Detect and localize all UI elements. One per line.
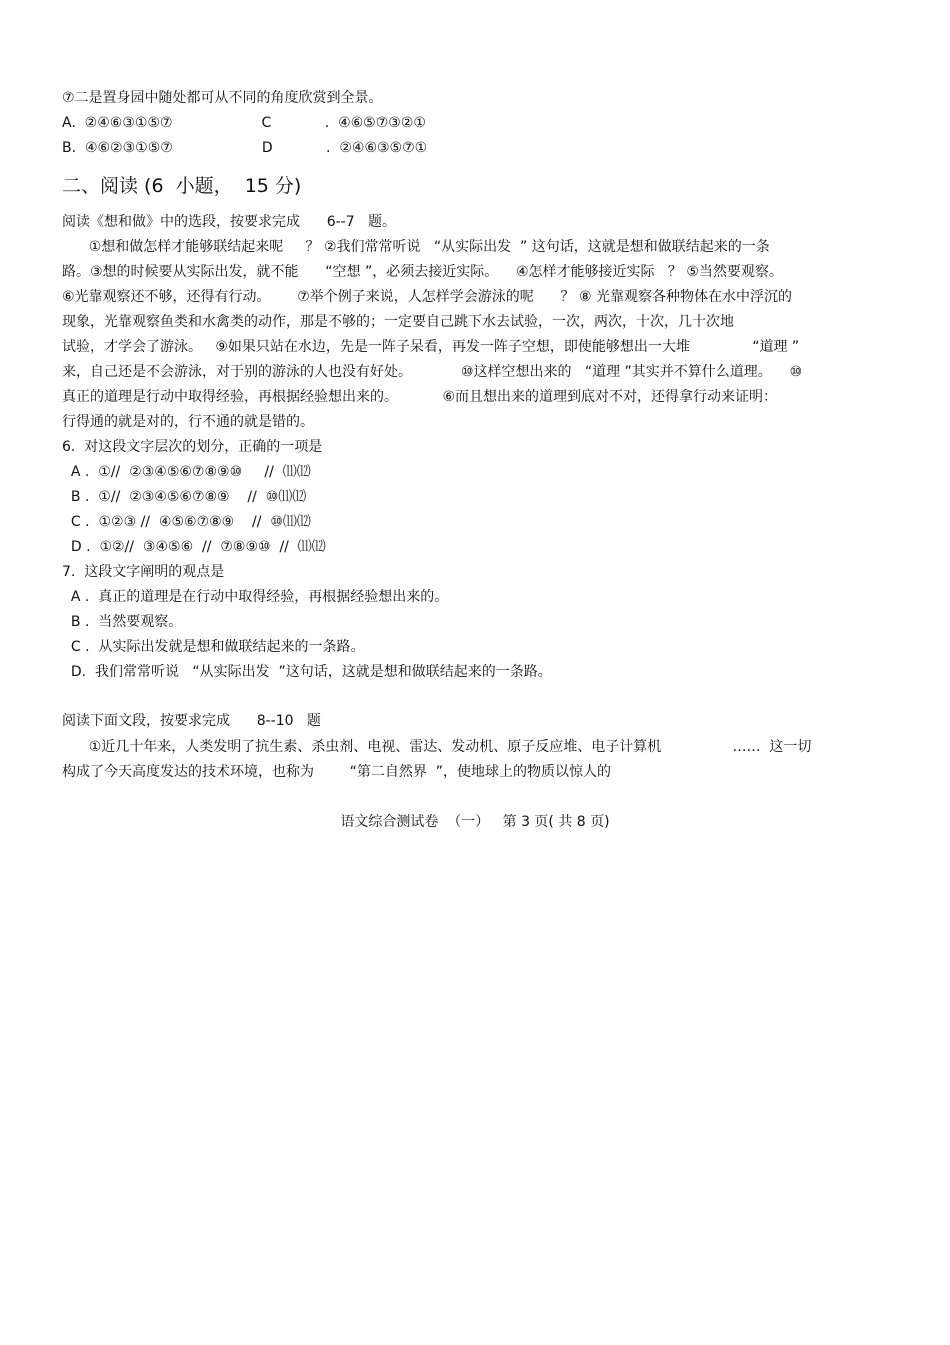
passage-line: 来，自己还是不会游泳，对于别的游泳的人也没有好处。 ⑩这样空想出来的 “道理 ”其实并不算什么道理。 ⑩: [62, 364, 803, 380]
question-6-option-a: A . ①// ②③④⑤⑥⑦⑧⑨⑩ // ⑾⑿: [62, 464, 311, 480]
question-7: 7. 这段文字阐明的观点是: [62, 564, 225, 580]
option-line-7: ⑦二是置身园中随处都可从不同的角度欣赏到全景。: [62, 90, 383, 106]
question-6: 6. 对这段文字层次的划分，正确的一项是: [62, 439, 323, 455]
passage-line: 试验，才学会了游泳。 ⑨如果只站在水边，先是一阵子呆看，再发一阵子空想，即使能够想出一大堆 “道理 ”: [62, 339, 800, 355]
question-6-option-b: B . ①// ②③④⑤⑥⑦⑧⑨ // ⑩⑾⑿: [62, 489, 307, 505]
question-7-option-c: C . 从实际出发就是想和做联结起来的一条路。: [62, 639, 365, 655]
section-heading: 二、阅读 (6 小题， 15 分): [62, 175, 302, 197]
question-6-option-d: D . ①②// ③④⑤⑥ // ⑦⑧⑨⑩ // ⑾⑿: [62, 539, 326, 555]
passage-line: ⑥光靠观察还不够，还得有行动。 ⑦举个例子来说，人怎样学会游泳的呢 ？ ⑧ 光靠观察各种物体在水中浮沉的: [62, 289, 792, 305]
reading-instruction-2: 阅读下面文段，按要求完成 8--10 题: [62, 713, 321, 729]
question-7-option-b: B . 当然要观察。: [62, 614, 183, 630]
passage-line: 真正的道理是行动中取得经验，再根据经验想出来的。 ⑥而且想出来的道理到底对不对，还得拿行动来证明：: [62, 389, 778, 405]
passage-line: 行得通的就是对的，行不通的就是错的。: [62, 414, 314, 430]
passage-line: ①想和做怎样才能够联结起来呢 ？ ②我们常常听说 “从实际出发 ” 这句话，这就是想和做联结起来的一条: [62, 239, 770, 255]
question-7-option-d: D. 我们常常听说 “从实际出发 ”这句话，这就是想和做联结起来的一条路。: [62, 664, 552, 680]
passage-line: 构成了今天高度发达的技术环境，也称为 “第二自然界 ”，使地球上的物质以惊人的: [62, 764, 612, 780]
passage-line: 路。③想的时候要从实际出发，就不能 “空想 ”，必须去接近实际。 ④怎样才能够接近实际 ？ ⑤当然要观察。: [62, 264, 783, 280]
reading-instruction-1: 阅读《想和做》中的选段，按要求完成 6--7 题。: [62, 214, 396, 230]
answer-options-b-d: B. ④⑥②③①⑤⑦ D . ②④⑥③⑤⑦①: [62, 140, 428, 156]
question-6-option-c: C . ①②③ // ④⑤⑥⑦⑧⑨ // ⑩⑾⑿: [62, 514, 311, 530]
question-7-option-a: A . 真正的道理是在行动中取得经验，再根据经验想出来的。: [62, 589, 449, 605]
page-footer: 语文综合测试卷 （一） 第 3 页( 共 8 页): [340, 814, 610, 830]
passage-line: ①近几十年来，人类发明了抗生素、杀虫剂、电视、雷达、发动机、原子反应堆、电子计算机 …… 这一切: [62, 739, 812, 755]
passage-line: 现象，光靠观察鱼类和水禽类的动作，那是不够的；一定要自己跳下水去试验，一次，两次，十次，几十次地: [62, 314, 734, 330]
answer-options-a-c: A. ②④⑥③①⑤⑦ C . ④⑥⑤⑦③②①: [62, 115, 426, 131]
